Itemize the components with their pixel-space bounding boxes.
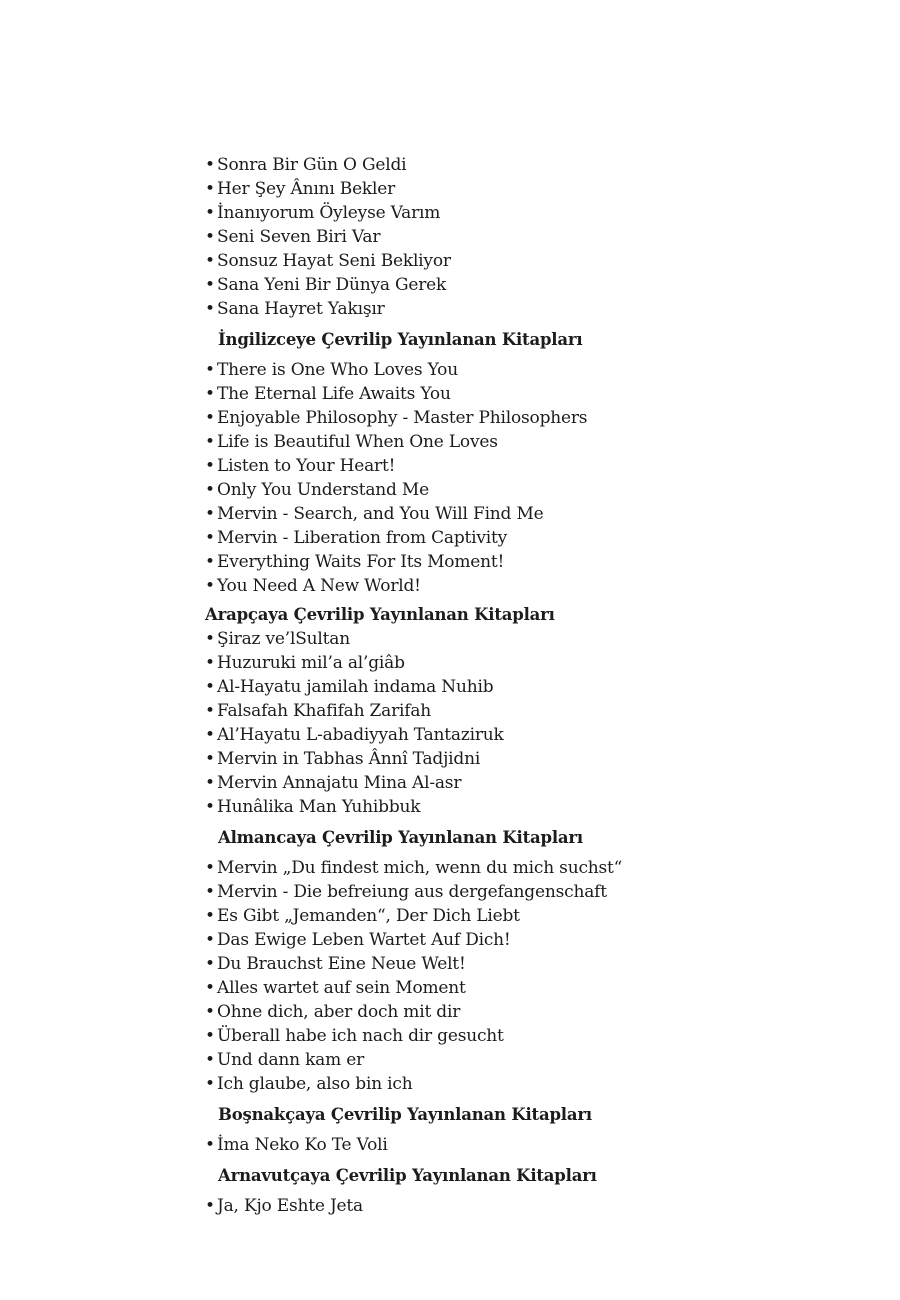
book-title: Und dann kam er [217, 1050, 365, 1070]
list-item [205, 1000, 845, 1024]
list-item [205, 153, 845, 177]
bullet-icon: • [205, 480, 215, 500]
bullet-icon: • [205, 749, 215, 769]
book-title: Mervin in Tabhas Ânnî Tadjidni [217, 749, 481, 769]
book-title: Al-Hayatu jamilah indama Nuhib [217, 677, 494, 697]
bullet-icon: • [205, 1135, 215, 1155]
book-title: Alles wartet auf sein Moment [217, 978, 466, 998]
book-title: Huzuruki mil’a al’giâb [217, 653, 405, 673]
list-item [205, 1048, 845, 1072]
bullet-icon: • [205, 576, 215, 596]
bullet-icon: • [205, 432, 215, 452]
book-title: Enjoyable Philosophy - Master Philosophers [217, 408, 588, 428]
arabic-translations-section [205, 603, 845, 819]
bullet-icon: • [205, 629, 215, 649]
bullet-icon: • [205, 1196, 215, 1216]
book-title: Ohne dich, aber doch mit dir [217, 1002, 461, 1022]
bosnian-translations-section [205, 1103, 845, 1157]
section-heading-bosnian: Boşnakçaya Çevrilip Yayınlanan Kitapları [218, 1105, 592, 1124]
bullet-icon: • [205, 227, 215, 247]
bullet-icon: • [205, 179, 215, 199]
book-title: Falsafah Khafifah Zarifah [217, 701, 432, 721]
bullet-icon: • [205, 882, 215, 902]
list-item [205, 880, 845, 904]
albanian-book-list [205, 1194, 845, 1218]
list-item [205, 454, 845, 478]
english-translations-section [205, 328, 845, 598]
list-item [205, 297, 845, 321]
list-item [205, 675, 845, 699]
list-item [205, 1024, 845, 1048]
albanian-translations-section [205, 1164, 845, 1218]
book-title: You Need A New World! [217, 576, 421, 596]
bullet-icon: • [205, 954, 215, 974]
arabic-book-list [205, 627, 845, 819]
book-title: Seni Seven Biri Var [217, 227, 381, 247]
book-title: Mervin - Liberation from Captivity [217, 528, 508, 548]
list-item [205, 502, 845, 526]
bullet-icon: • [205, 978, 215, 998]
list-item [205, 574, 845, 598]
book-title: Mervin „Du findest mich, wenn du mich suchst“ [217, 858, 623, 878]
bullet-icon: • [205, 203, 215, 223]
list-item [205, 550, 845, 574]
book-title: Sonra Bir Gün O Geldi [217, 155, 407, 175]
book-title: Her Şey Ânını Bekler [217, 179, 396, 199]
list-item [205, 358, 845, 382]
bullet-icon: • [205, 930, 215, 950]
book-title: Hunâlika Man Yuhibbuk [217, 797, 421, 817]
bullet-icon: • [205, 360, 215, 380]
list-item [205, 699, 845, 723]
bullet-icon: • [205, 528, 215, 548]
list-item [205, 795, 845, 819]
german-translations-section [205, 826, 845, 1096]
list-item [205, 1194, 845, 1218]
book-title: Mervin Annajatu Mina Al-asr [217, 773, 462, 793]
turkish-book-list [205, 153, 845, 321]
list-item [205, 273, 845, 297]
bullet-icon: • [205, 701, 215, 721]
list-item [205, 904, 845, 928]
bosnian-book-list [205, 1133, 845, 1157]
book-title: Only You Understand Me [217, 480, 430, 500]
book-title: Es Gibt „Jemanden“, Der Dich Liebt [217, 906, 520, 926]
section-heading-german: Almancaya Çevrilip Yayınlanan Kitapları [218, 828, 583, 847]
bullet-icon: • [205, 797, 215, 817]
list-item [205, 747, 845, 771]
bullet-icon: • [205, 677, 215, 697]
book-title: Şiraz ve’lSultan [217, 629, 350, 649]
book-title: Al’Hayatu L-abadiyyah Tantaziruk [217, 725, 504, 745]
book-title: Sana Hayret Yakışır [217, 299, 385, 319]
list-item [205, 430, 845, 454]
list-item [205, 225, 845, 249]
book-title: Listen to Your Heart! [217, 456, 396, 476]
bullet-icon: • [205, 725, 215, 745]
bullet-icon: • [205, 384, 215, 404]
list-item [205, 651, 845, 675]
list-item [205, 627, 845, 651]
english-book-list [205, 358, 845, 598]
book-title: Ja, Kjo Eshte Jeta [217, 1196, 363, 1216]
bullet-icon: • [205, 858, 215, 878]
book-title: İnanıyorum Öyleyse Varım [217, 203, 441, 223]
german-book-list [205, 856, 845, 1096]
book-title: Sana Yeni Bir Dünya Gerek [217, 275, 447, 295]
list-item [205, 249, 845, 273]
bullet-icon: • [205, 653, 215, 673]
list-item [205, 952, 845, 976]
book-title: Ich glaube, also bin ich [217, 1074, 413, 1094]
list-item [205, 723, 845, 747]
list-item [205, 976, 845, 1000]
list-item [205, 478, 845, 502]
bullet-icon: • [205, 504, 215, 524]
bullet-icon: • [205, 1002, 215, 1022]
book-title: There is One Who Loves You [217, 360, 458, 380]
bullet-icon: • [205, 906, 215, 926]
book-title: Überall habe ich nach dir gesucht [217, 1026, 504, 1046]
list-item [205, 1133, 845, 1157]
section-heading-english: İngilizceye Çevrilip Yayınlanan Kitapları [218, 330, 583, 349]
bullet-icon: • [205, 1074, 215, 1094]
section-heading-arabic: Arapçaya Çevrilip Yayınlanan Kitapları [205, 605, 555, 624]
list-item [205, 382, 845, 406]
bullet-icon: • [205, 408, 215, 428]
book-title: Das Ewige Leben Wartet Auf Dich! [217, 930, 511, 950]
list-item [205, 1072, 845, 1096]
book-title: Du Brauchst Eine Neue Welt! [217, 954, 466, 974]
bullet-icon: • [205, 275, 215, 295]
section-heading-albanian: Arnavutçaya Çevrilip Yayınlanan Kitapları [218, 1166, 597, 1185]
list-item [205, 928, 845, 952]
list-item [205, 406, 845, 430]
list-item [205, 201, 845, 225]
bullet-icon: • [205, 1050, 215, 1070]
book-list [205, 153, 845, 1218]
book-title: The Eternal Life Awaits You [217, 384, 451, 404]
bullet-icon: • [205, 155, 215, 175]
bullet-icon: • [205, 299, 215, 319]
bullet-icon: • [205, 773, 215, 793]
book-title: Everything Waits For Its Moment! [217, 552, 505, 572]
list-item [205, 526, 845, 550]
book-title: Mervin - Die befreiung aus dergefangenschaft [217, 882, 607, 902]
bullet-icon: • [205, 1026, 215, 1046]
bullet-icon: • [205, 552, 215, 572]
book-title: Sonsuz Hayat Seni Bekliyor [217, 251, 451, 271]
list-item [205, 177, 845, 201]
list-item [205, 771, 845, 795]
book-title: İma Neko Ko Te Voli [217, 1135, 388, 1155]
list-item [205, 856, 845, 880]
bullet-icon: • [205, 251, 215, 271]
book-title: Life is Beautiful When One Loves [217, 432, 498, 452]
book-title: Mervin - Search, and You Will Find Me [217, 504, 544, 524]
bullet-icon: • [205, 456, 215, 476]
